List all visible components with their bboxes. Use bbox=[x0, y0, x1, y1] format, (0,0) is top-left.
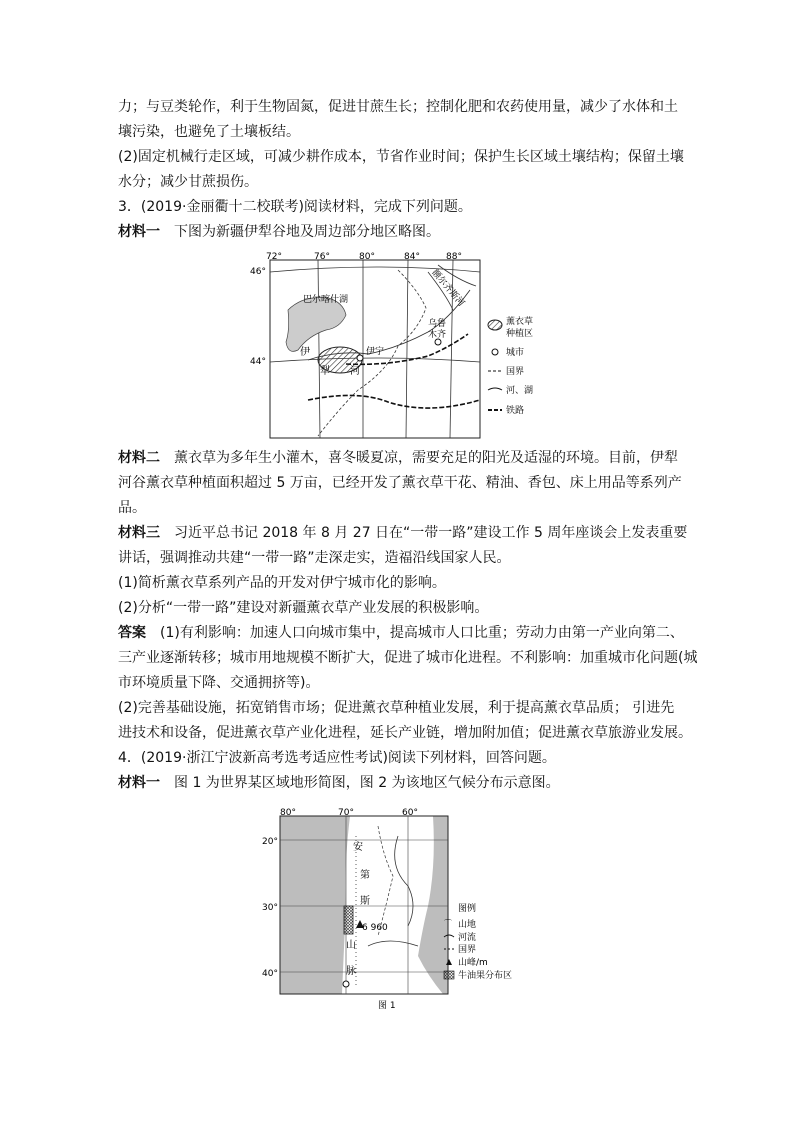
lon-label: 76° bbox=[314, 252, 330, 262]
place-label: 伊宁 bbox=[366, 347, 385, 357]
legend-label: 山峰/m bbox=[458, 958, 488, 968]
lat-label: 40° bbox=[262, 969, 278, 979]
svg-text:⌒: ⌒ bbox=[444, 919, 452, 928]
mountain-label: 斯 bbox=[360, 896, 370, 907]
lat-label: 44° bbox=[250, 357, 266, 367]
question-3-heading: 3．(2019·金丽衢十二校联考)阅读材料，完成下列问题。 bbox=[118, 199, 472, 215]
answer-line bbox=[118, 623, 684, 643]
material-text: 习近平总书记 2018 年 8 月 27 日在“一带一路”建设工作 5 周年座谈会上发表重要 bbox=[174, 525, 688, 541]
lon-label: 80° bbox=[359, 252, 375, 262]
question-line: (1)简析薰衣草系列产品的开发对伊宁城市化的影响。 bbox=[118, 575, 446, 591]
text-line: 水分；减少甘蔗损伤。 bbox=[118, 174, 258, 190]
legend-label: 国界 bbox=[506, 367, 525, 377]
text-line: 讲话，强调推动共建“一带一路”走深走实，造福沿线国家人民。 bbox=[118, 550, 511, 566]
text-line: (2)固定机械行走区域，可减少耕作成本，节省作业时间；保护生长区域土壤结构；保留土壤 bbox=[118, 149, 684, 165]
place-label: 巴尔喀什湖 bbox=[303, 295, 349, 305]
text-line: 市环境质量下降、交通拥挤等)。 bbox=[118, 675, 320, 691]
legend-label: 河流 bbox=[458, 933, 477, 943]
text-line: 进技术和设备，促进薰衣草产业化进程，延长产业链，增加附加值；促进薰衣草旅游业发展。 bbox=[118, 725, 692, 741]
place-label: 额尔齐斯河 bbox=[429, 267, 466, 309]
material-2-line bbox=[118, 448, 678, 468]
place-label: 木齐 bbox=[428, 330, 447, 340]
place-label: 乌鲁 bbox=[428, 319, 447, 329]
text-line: 三产业逐渐转移；城市用地规模不断扩大，促进了城市化进程。不利影响：加重城市化问题(城 bbox=[118, 650, 698, 666]
lat-label: 30° bbox=[262, 903, 278, 913]
material-text: 下图为新疆伊犁谷地及周边部分地区略图。 bbox=[174, 224, 440, 240]
question-4-heading: 4．(2019·浙江宁波新高考选考适应性考试)阅读下列材料，回答问题。 bbox=[118, 750, 556, 766]
peak-label: 6 960 bbox=[362, 923, 388, 933]
lon-label: 70° bbox=[338, 808, 354, 818]
question-line: (2)分析“一带一路”建设对新疆薰衣草产业发展的积极影响。 bbox=[118, 600, 489, 616]
legend-title: 图例 bbox=[458, 904, 477, 914]
lon-label: 60° bbox=[402, 808, 418, 818]
mountain-label: 山 bbox=[346, 940, 356, 951]
lon-label: 80° bbox=[280, 808, 296, 818]
map-yili-valley bbox=[248, 250, 548, 442]
lon-label: 84° bbox=[404, 252, 420, 262]
mountain-label: 第 bbox=[360, 870, 370, 881]
legend-label: 种植区 bbox=[506, 329, 534, 339]
map-andes-region bbox=[258, 806, 538, 1016]
material-label: 材料三 bbox=[118, 525, 160, 541]
text-line: 河谷薰衣草种植面积超过 5 万亩，已经开发了薰衣草干花、精油、香包、床上用品等系列产 bbox=[118, 475, 682, 491]
place-label: 伊 bbox=[300, 347, 310, 358]
material-1-line bbox=[118, 222, 440, 242]
mountain-label: 安 bbox=[353, 842, 363, 853]
text-line: 力；与豆类轮作，利于生物固氮，促进甘蔗生长；控制化肥和农药使用量，减少了水体和土 bbox=[118, 99, 678, 115]
text-line: 壤污染，也避免了土壤板结。 bbox=[118, 124, 300, 140]
legend-label: 河、湖 bbox=[506, 386, 534, 396]
material-text: 薰衣草为多年生小灌木，喜冬暖夏凉，需要充足的阳光及适湿的环境。目前，伊犁 bbox=[174, 450, 678, 466]
lon-label: 88° bbox=[446, 252, 462, 262]
material-label: 材料二 bbox=[118, 450, 160, 466]
material-label: 材料一 bbox=[118, 224, 160, 240]
material-label: 材料一 bbox=[118, 775, 160, 791]
legend-label: 铁路 bbox=[506, 406, 525, 416]
text-line: 品。 bbox=[118, 500, 146, 516]
legend-label: 山地 bbox=[458, 920, 477, 930]
material-1-line bbox=[118, 773, 560, 793]
legend-label: 城市 bbox=[506, 348, 525, 358]
place-label: 犁 bbox=[320, 366, 330, 377]
material-3-line bbox=[118, 523, 687, 543]
lat-label: 46° bbox=[250, 267, 266, 277]
text-line: (2)完善基础设施，拓宽销售市场；促进薰衣草种植业发展，利于提高薰衣草品质； 引进先 bbox=[118, 700, 675, 716]
lat-label: 20° bbox=[262, 837, 278, 847]
material-text: 图 1 为世界某区域地形简图，图 2 为该地区气候分布示意图。 bbox=[174, 775, 560, 791]
legend-label: 牛油果分布区 bbox=[458, 971, 513, 981]
legend-label: 薰衣草 bbox=[506, 317, 534, 327]
place-label: 河 bbox=[350, 366, 360, 377]
figure-caption: 图 1 bbox=[378, 1001, 396, 1011]
answer-text: (1)有利影响：加速人口向城市集中，提高城市人口比重；劳动力由第一产业向第二、 bbox=[160, 625, 684, 641]
answer-label: 答案 bbox=[118, 625, 146, 641]
lon-label: 72° bbox=[266, 252, 282, 262]
legend-label: 国界 bbox=[458, 945, 477, 955]
mountain-label: 脉 bbox=[346, 966, 356, 977]
